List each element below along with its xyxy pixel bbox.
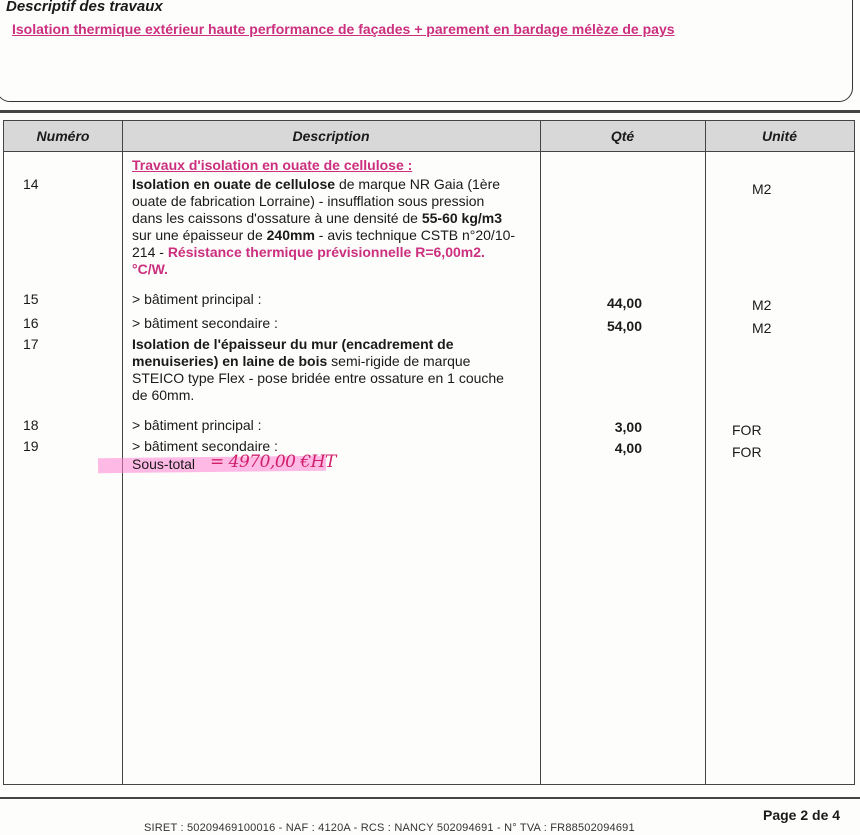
row-quantity: 4,00 [614, 440, 642, 456]
handwritten-subtotal: = 4970,00 €HT [210, 452, 336, 472]
item-17-description [132, 336, 517, 404]
item-14-text-3: - avis technique CSTB n°20/10-214 - [132, 227, 516, 260]
page-number: Page 2 de 4 [763, 807, 841, 823]
row-description: > bâtiment principal : [132, 291, 262, 307]
item-14-bold-1: Isolation en ouate de cellulose [132, 176, 336, 192]
item-17-bold: Isolation de l'épaisseur du mur (encadrement de menuiseries) en laine de bois [132, 336, 454, 369]
row-number: 14 [23, 176, 39, 192]
bottom-separator [0, 797, 860, 799]
item-14-description [132, 176, 517, 278]
row-description: > bâtiment principal : [132, 417, 262, 433]
column-divider [540, 121, 541, 784]
item-14-text-2: sur une épaisseur de [132, 227, 267, 243]
column-divider [122, 121, 123, 784]
subtotal-label: Sous-total [132, 456, 196, 472]
row-number: 16 [23, 315, 39, 331]
row-number: 17 [23, 336, 39, 352]
row-unit: FOR [732, 444, 762, 460]
header-numero: Numéro [36, 128, 90, 144]
row-unit: FOR [732, 422, 762, 438]
header-unite: Unité [762, 128, 797, 144]
row-unit: M2 [752, 297, 772, 313]
descriptif-box [0, 0, 853, 102]
section-title: Travaux d'isolation en ouate de cellulose : [132, 157, 413, 173]
works-table [3, 120, 855, 785]
descriptif-text: Isolation thermique extérieur haute performance de façades + parement en bardage mélèze de pays [12, 21, 675, 37]
row-quantity: 44,00 [606, 295, 642, 311]
item-14-bold-2: 55-60 kg/m3 [421, 210, 503, 226]
item-14-resistance: Résistance thermique prévisionnelle R=6,00m2.°C/W. [132, 244, 485, 277]
row-quantity: 3,00 [614, 419, 642, 435]
column-divider [705, 121, 706, 784]
row-number: 18 [23, 417, 39, 433]
row-number: 19 [23, 438, 39, 454]
row-unit: M2 [752, 320, 772, 336]
item-14-bold-3: 240mm [266, 227, 315, 243]
header-qte: Qté [610, 128, 635, 144]
legal-footer: SIRET : 50209469100016 - NAF : 4120A - RCS : NANCY 502094691 - N° TVA : FR88502094691 [144, 822, 635, 834]
item-17-text: semi-rigide de marque STEICO type Flex - pose bridée entre ossature en 1 couche de 60mm. [132, 353, 504, 403]
row-description: > bâtiment secondaire : [132, 438, 278, 454]
row-quantity: 54,00 [606, 318, 642, 334]
descriptif-title: Descriptif des travaux [6, 0, 163, 15]
row-description: > bâtiment secondaire : [132, 315, 278, 331]
top-separator [0, 110, 860, 113]
row-number: 15 [23, 291, 39, 307]
table-header [4, 121, 854, 152]
item-14-unit: M2 [752, 181, 772, 197]
item-14-text-1: de marque NR Gaia (1ère ouate de fabrication Lorraine) - insufflation sous pression dans les caissons d'ossature à une densité de [132, 176, 501, 226]
header-description: Description [292, 128, 370, 144]
